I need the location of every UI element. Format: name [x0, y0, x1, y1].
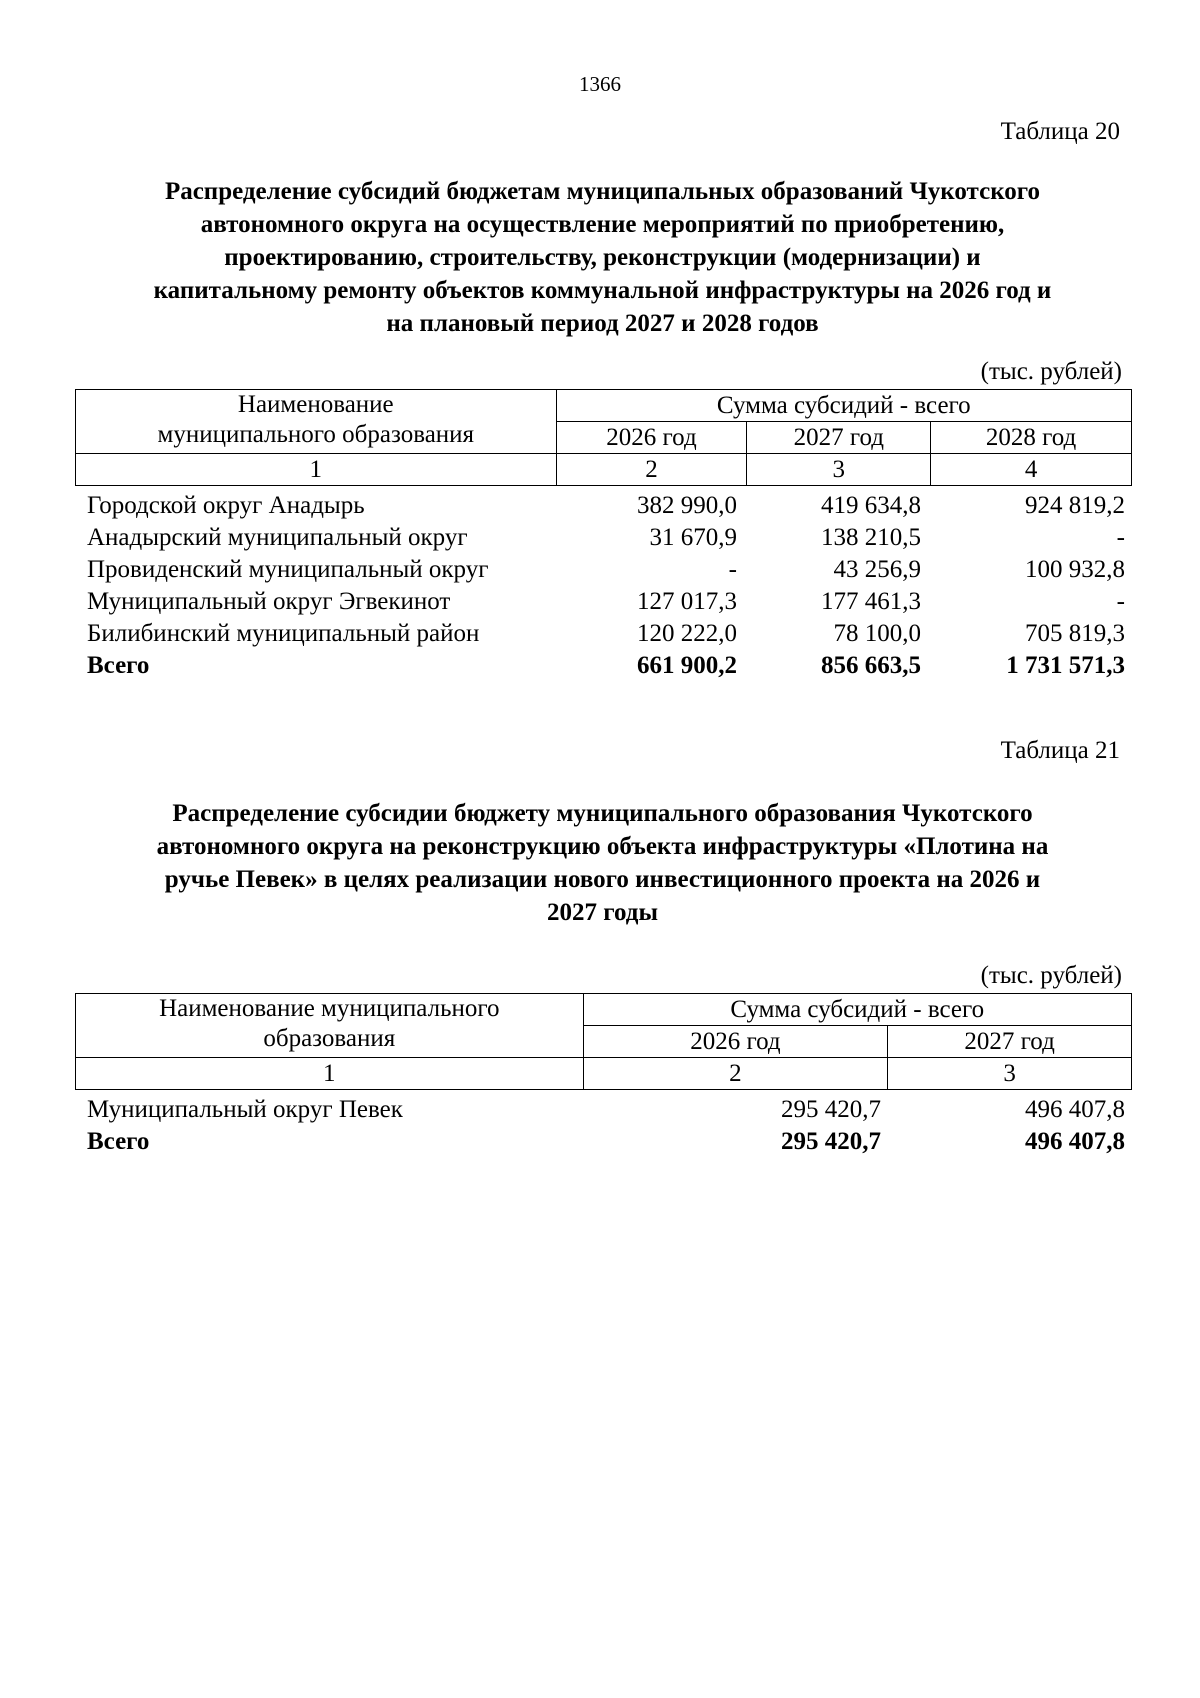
- title-line: ручье Певек» в целях реализации нового инвестиционного проекта на 2026 и: [164, 866, 1041, 893]
- total-value-2028: 1 731 571,3: [1006, 652, 1125, 679]
- title-line: проектированию, строительству, реконструкции (модернизации) и: [224, 244, 981, 271]
- header-sum-cell: Сумма субсидий - всего: [556, 390, 1131, 422]
- row-value-2026: 127 017,3: [637, 588, 737, 615]
- table-21-unit: (тыс. рублей): [980, 962, 1122, 989]
- table-20-unit: (тыс. рублей): [980, 358, 1122, 385]
- row-name: Муниципальный округ Эгвекинот: [87, 588, 451, 615]
- header-name-line: Наименование: [237, 391, 394, 418]
- header-name-line: Наименование муниципального: [159, 995, 500, 1022]
- row-value-2026: -: [728, 556, 737, 583]
- table-row: [75, 490, 1125, 522]
- row-value-2027: 177 461,3: [821, 588, 921, 615]
- header-sum-cell: Сумма субсидий - всего: [583, 994, 1131, 1026]
- row-name: Провиденский муниципальный округ: [87, 556, 489, 583]
- row-value-2028: 100 932,8: [1025, 556, 1125, 583]
- row-value-2027: 43 256,9: [833, 556, 921, 583]
- title-line: Распределение субсидий бюджетам муниципальных образований Чукотского: [164, 178, 1041, 205]
- title-line: капитальному ремонту объектов коммунальной инфраструктуры на 2026 год и: [153, 277, 1052, 304]
- row-value-2026: 31 670,9: [649, 524, 737, 551]
- table-21-body: [75, 1094, 1125, 1158]
- table-row: [75, 618, 1125, 650]
- col-number: 2: [556, 454, 747, 486]
- total-row: [75, 650, 1125, 682]
- title-line: Распределение субсидии бюджету муниципального образования Чукотского: [172, 800, 1033, 827]
- table-21-header: [75, 993, 1132, 1090]
- header-name-line: муниципального образования: [157, 421, 475, 448]
- row-name: Анадырский муниципальный округ: [87, 524, 468, 551]
- table-21-title: [75, 797, 1130, 929]
- col-number: 1: [76, 1058, 584, 1090]
- total-value-2026: 295 420,7: [781, 1128, 881, 1155]
- total-label: Всего: [87, 1128, 150, 1155]
- col-number: 3: [888, 1058, 1132, 1090]
- row-value-2027: 138 210,5: [821, 524, 921, 551]
- title-line: 2027 годы: [547, 899, 658, 926]
- row-value-2027: 78 100,0: [833, 620, 921, 647]
- col-number: 1: [76, 454, 557, 486]
- row-value-2026: 382 990,0: [637, 492, 737, 519]
- table-20-label: Таблица 20: [1000, 118, 1120, 145]
- total-label: Всего: [87, 652, 150, 679]
- row-value-2028: 924 819,2: [1025, 492, 1125, 519]
- row-name: Муниципальный округ Певек: [87, 1096, 403, 1123]
- total-value-2027: 856 663,5: [821, 652, 921, 679]
- header-year-2027: 2027 год: [888, 1026, 1132, 1058]
- header-name-line: образования: [263, 1025, 396, 1052]
- header-name-cell: [76, 994, 584, 1058]
- col-number: 2: [583, 1058, 888, 1090]
- header-year-2026: 2026 год: [583, 1026, 888, 1058]
- col-number: 3: [747, 454, 931, 486]
- page-number: 1366: [579, 72, 621, 96]
- table-row: [75, 586, 1125, 618]
- row-value-2027: 419 634,8: [821, 492, 921, 519]
- col-number: 4: [931, 454, 1132, 486]
- table-row: [75, 522, 1125, 554]
- row-name: Билибинский муниципальный район: [87, 620, 480, 647]
- total-value-2027: 496 407,8: [1025, 1128, 1125, 1155]
- title-line: автономного округа на реконструкцию объекта инфраструктуры «Плотина на: [156, 833, 1049, 860]
- row-value-2027: 496 407,8: [1025, 1096, 1125, 1123]
- table-row: [75, 1094, 1125, 1126]
- total-value-2026: 661 900,2: [637, 652, 737, 679]
- total-row: [75, 1126, 1125, 1158]
- row-value-2028: -: [1116, 588, 1125, 615]
- row-name: Городской округ Анадырь: [87, 492, 365, 519]
- table-20-header: [75, 389, 1132, 486]
- table-21-label: Таблица 21: [1000, 737, 1120, 764]
- row-value-2026: 120 222,0: [637, 620, 737, 647]
- header-year-2028: 2028 год: [931, 422, 1132, 454]
- header-year-2026: 2026 год: [556, 422, 747, 454]
- table-20-title: [75, 175, 1130, 340]
- title-line: автономного округа на осуществление мероприятий по приобретению,: [200, 211, 1005, 238]
- row-value-2028: -: [1116, 524, 1125, 551]
- table-20-body: [75, 490, 1125, 682]
- row-value-2028: 705 819,3: [1025, 620, 1125, 647]
- header-name-cell: [76, 390, 557, 454]
- row-value-2026: 295 420,7: [781, 1096, 881, 1123]
- table-row: [75, 554, 1125, 586]
- title-line: на плановый период 2027 и 2028 годов: [386, 310, 819, 337]
- header-year-2027: 2027 год: [747, 422, 931, 454]
